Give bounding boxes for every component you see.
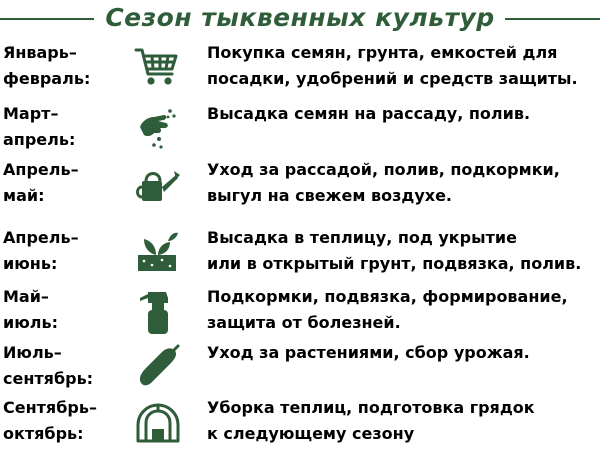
seedling-planting-icon bbox=[132, 227, 182, 277]
watering-can-icon bbox=[132, 159, 182, 209]
schedule-row-jul-sep bbox=[0, 340, 600, 400]
task-description bbox=[207, 101, 597, 127]
page-title: Сезон тыквенных культур bbox=[105, 3, 495, 32]
task-line: Уборка теплиц, подготовка грядок bbox=[207, 398, 535, 417]
cucumber-icon bbox=[132, 342, 182, 392]
task-description bbox=[207, 225, 597, 277]
period-line: февраль: bbox=[3, 69, 91, 88]
period-line: сентябрь: bbox=[3, 369, 94, 388]
task-line: Покупка семян, грунта, емкостей для bbox=[207, 43, 558, 62]
period-line: апрель: bbox=[3, 130, 76, 149]
task-line: Уход за растениями, сбор урожая. bbox=[207, 343, 530, 362]
task-line: Подкормки, подвязка, формирование, bbox=[207, 287, 568, 306]
schedule-row-apr-may bbox=[0, 157, 600, 217]
task-line: защита от болезней. bbox=[207, 313, 401, 332]
task-description bbox=[207, 157, 597, 209]
period-line: Сентябрь– bbox=[3, 398, 97, 417]
period-line: Январь– bbox=[3, 43, 77, 62]
schedule-row-mar-apr bbox=[0, 101, 600, 161]
period-line: октябрь: bbox=[3, 424, 84, 443]
period-label bbox=[3, 157, 128, 209]
task-description bbox=[207, 40, 597, 92]
period-line: Апрель– bbox=[3, 160, 79, 179]
title-divider-right bbox=[505, 18, 600, 20]
period-label bbox=[3, 101, 128, 153]
schedule-row-may-jul bbox=[0, 284, 600, 344]
task-description bbox=[207, 284, 597, 336]
spray-bottle-icon bbox=[132, 286, 182, 336]
period-label bbox=[3, 225, 128, 277]
period-line: июль: bbox=[3, 313, 58, 332]
period-line: Апрель– bbox=[3, 228, 79, 247]
task-line: посадки, удобрений и средств защиты. bbox=[207, 69, 578, 88]
schedule-row-apr-jun bbox=[0, 225, 600, 285]
period-line: Март– bbox=[3, 104, 59, 123]
task-line: Высадка семян на рассаду, полив. bbox=[207, 104, 531, 123]
period-label bbox=[3, 340, 128, 392]
task-description bbox=[207, 340, 597, 366]
task-description bbox=[207, 395, 597, 447]
task-line: выгул на свежем воздухе. bbox=[207, 186, 452, 205]
schedule-row-sep-oct bbox=[0, 395, 600, 455]
period-line: июнь: bbox=[3, 254, 58, 273]
sowing-hand-icon bbox=[132, 103, 182, 153]
period-line: май: bbox=[3, 186, 45, 205]
period-line: Июль– bbox=[3, 343, 62, 362]
period-label bbox=[3, 40, 128, 92]
task-line: Уход за рассадой, полив, подкормки, bbox=[207, 160, 560, 179]
greenhouse-icon bbox=[132, 397, 182, 447]
schedule-row-jan-feb bbox=[0, 40, 600, 100]
task-line: к следующему сезону bbox=[207, 424, 415, 443]
shopping-cart-icon bbox=[132, 42, 182, 92]
title-bar bbox=[0, 0, 600, 40]
period-label bbox=[3, 395, 128, 447]
period-label bbox=[3, 284, 128, 336]
task-line: Высадка в теплицу, под укрытие bbox=[207, 228, 517, 247]
task-line: или в открытый грунт, подвязка, полив. bbox=[207, 254, 582, 273]
period-line: Май– bbox=[3, 287, 49, 306]
